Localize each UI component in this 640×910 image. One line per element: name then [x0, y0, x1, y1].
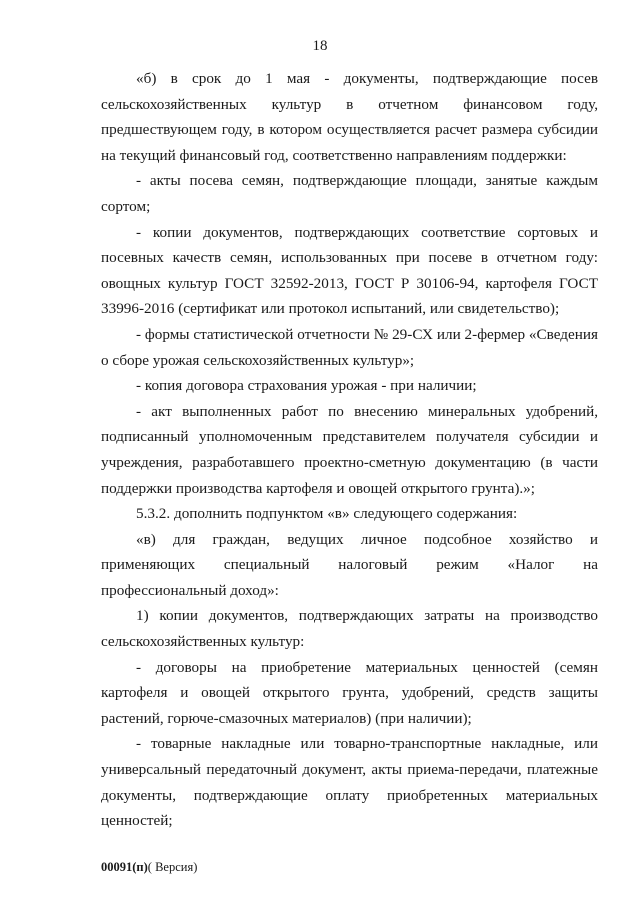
paragraph: - копия договора страхования урожая - при наличии; [136, 377, 477, 395]
paragraph: - акт выполненных работ по внесению минеральных удобрений, подписанный уполномоченным представителем получателя субсидии и учреждения, разработавшего проектно-сметную документацию (в части поддержки производства картофеля и овощей открытого грунта).»; [101, 402, 598, 497]
paragraph: - копии документов, подтверждающих соответствие сортовых и посевных качеств семян, использованных при посеве в отчетном году: овощных культур ГОСТ 32592-2013, ГОСТ Р 30106-94, картофеля ГОСТ 33996-2016 (сертификат или протокол испытаний, или свидетельство); [101, 223, 598, 318]
paragraph: - товарные накладные или товарно-транспортные накладные, или универсальный передаточный документ, акты приема-передачи, платежные документы, подтверждающие оплату приобретенных материальных ценностей; [101, 735, 598, 830]
document-body [101, 66, 598, 834]
paragraph: «б) в срок до 1 мая - документы, подтверждающие посев сельскохозяйственных культур в отчетном финансовом году, предшествующем году, в котором осуществляется расчет размера субсидии на текущий финансовый год, соответственно направлениям поддержки: [101, 70, 598, 164]
paragraph: - договоры на приобретение материальных ценностей (семян картофеля и овощей открытого грунта, удобрений, средств защиты растений, горюче-смазочных материалов) (при наличии); [101, 658, 598, 727]
paragraph: «в) для граждан, ведущих личное подсобное хозяйство и применяющих специальный налоговый режим «Налог на профессиональный доход»: [101, 530, 598, 599]
page-number: 18 [312, 38, 328, 54]
paragraph: - акты посева семян, подтверждающие площади, занятые каждым сортом; [101, 172, 598, 215]
paragraph: 5.3.2. дополнить подпунктом «в» следующего содержания: [136, 505, 518, 523]
footer-document-code [101, 860, 197, 875]
document-version: ( Версия) [147, 860, 198, 874]
document-code: 00091(п) [101, 860, 148, 874]
paragraph: 1) копии документов, подтверждающих затраты на производство сельскохозяйственных культур: [101, 607, 598, 651]
paragraph: - формы статистической отчетности № 29-СХ или 2-фермер «Сведения о сборе урожая сельскохозяйственных культур»; [101, 325, 598, 369]
